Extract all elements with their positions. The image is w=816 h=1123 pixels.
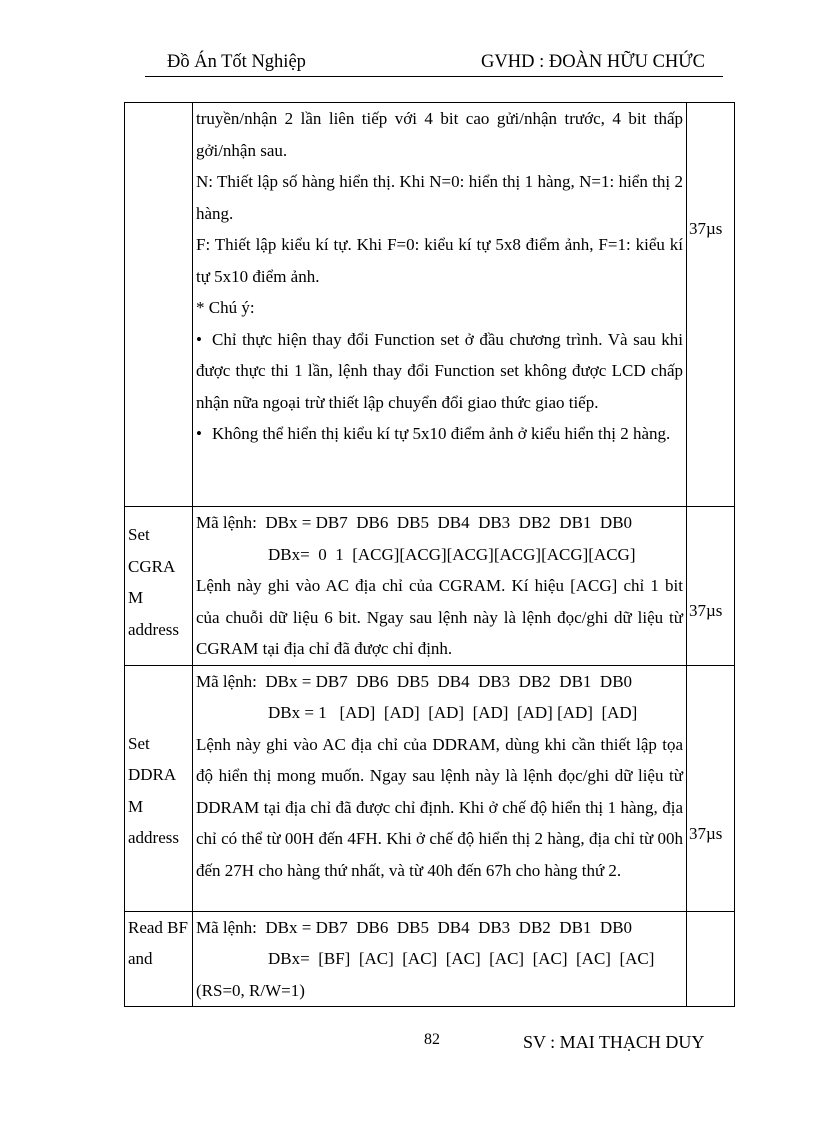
command-name-cell: Set CGRA M address <box>125 507 193 666</box>
desc-bullet-item <box>196 418 683 450</box>
execution-time-value: 37µs <box>689 823 723 843</box>
bullet-text: Chỉ thực hiện thay đổi Function set ở đầu chương trình. Và sau khi được thực thi 1 lần, lệnh thay đổi Function set không được LCD chấp nhận nữa ngoại trừ thiết lập chuyển đổi giao thức giao tiếp. <box>196 329 683 412</box>
command-table <box>124 102 735 1007</box>
execution-time <box>687 911 735 1007</box>
desc-paragraph: Lệnh này ghi vào AC địa chỉ của DDRAM, dùng khi cần thiết lập tọa độ hiển thị mong muốn. Ngay sau lệnh này là lệnh đọc/ghi dữ liệu từ DDRAM tại địa chỉ đã được chỉ định. Khi ở chế độ hiển thị 1 hàng, địa chỉ có thể từ 00H đến 4FH. Khi ở chế độ hiển thị 2 hàng, địa chỉ từ 00h đến 27H cho hàng thứ nhất, và từ 40h đến 67h cho hàng thứ 2. <box>196 734 683 880</box>
page-number: 82 <box>424 1031 440 1048</box>
command-name-cell <box>125 103 193 507</box>
bullet-icon: • <box>196 424 202 443</box>
desc-paragraph: (RS=0, R/W=1) <box>196 980 305 1000</box>
instruction-bits-line: DBx= 0 1 [ACG][ACG][ACG][ACG][ACG][ACG] <box>268 544 636 564</box>
desc-paragraph: truyền/nhận 2 lần liên tiếp với 4 bit cao gửi/nhận trước, 4 bit thấp gởi/nhận sau. <box>196 109 683 160</box>
instruction-code-line: Mã lệnh: DBx = DB7 DB6 DB5 DB4 DB3 DB2 DB1 DB0 <box>196 917 633 937</box>
header-title: Đồ Án Tốt Nghiệp <box>167 52 306 72</box>
table-row <box>125 911 735 1007</box>
page-footer <box>0 1029 816 1059</box>
desc-paragraph: Lệnh này ghi vào AC địa chỉ của CGRAM. Kí hiệu [ACG] chỉ 1 bit của chuỗi dữ liệu 6 bit. Ngay sau lệnh này là lệnh đọc/ghi dữ liệu từ CGRAM tại địa chỉ đã được chỉ định. <box>196 576 683 658</box>
table-row <box>125 103 735 507</box>
desc-paragraph: * Chú ý: <box>196 298 255 317</box>
command-description <box>193 507 687 666</box>
bullet-icon: • <box>196 329 202 349</box>
instruction-bits-line: DBx = 1 [AD] [AD] [AD] [AD] [AD] [AD] [AD] <box>268 703 638 722</box>
command-description <box>193 665 687 911</box>
table-row <box>125 507 735 666</box>
command-description <box>193 911 687 1007</box>
instruction-code-line: Mã lệnh: DBx = DB7 DB6 DB5 DB4 DB3 DB2 DB1 DB0 <box>196 513 633 532</box>
execution-time <box>687 507 735 666</box>
command-description <box>193 103 687 507</box>
command-name-cell: Read BF and <box>125 911 193 1007</box>
execution-time <box>687 665 735 911</box>
desc-paragraph: N: Thiết lập số hàng hiển thị. Khi N=0: hiển thị 1 hàng, N=1: hiển thị 2 hàng. <box>196 172 683 223</box>
execution-time-value: 37µs <box>689 601 723 620</box>
table-row <box>125 665 735 911</box>
student-name: SV : MAI THẠCH DUY <box>523 1032 705 1052</box>
bullet-text: Không thể hiển thị kiểu kí tự 5x10 điểm ảnh ở kiểu hiển thị 2 hàng. <box>212 424 671 443</box>
header-advisor: GVHD : ĐOÀN HỮU CHỨC <box>481 52 705 72</box>
instruction-code-line: Mã lệnh: DBx = DB7 DB6 DB5 DB4 DB3 DB2 DB1 DB0 <box>196 671 633 691</box>
command-name-cell: Set DDRA M address <box>125 665 193 911</box>
execution-time-value: 37µs <box>689 219 723 238</box>
execution-time <box>687 103 735 507</box>
instruction-bits-line: DBx= [BF] [AC] [AC] [AC] [AC] [AC] [AC] [AC] <box>268 949 655 968</box>
page-header <box>145 50 723 77</box>
desc-paragraph: F: Thiết lập kiểu kí tự. Khi F=0: kiểu kí tự 5x8 điểm ảnh, F=1: kiểu kí tự 5x10 điểm ảnh. <box>196 235 683 286</box>
desc-bullet-item <box>196 324 683 419</box>
